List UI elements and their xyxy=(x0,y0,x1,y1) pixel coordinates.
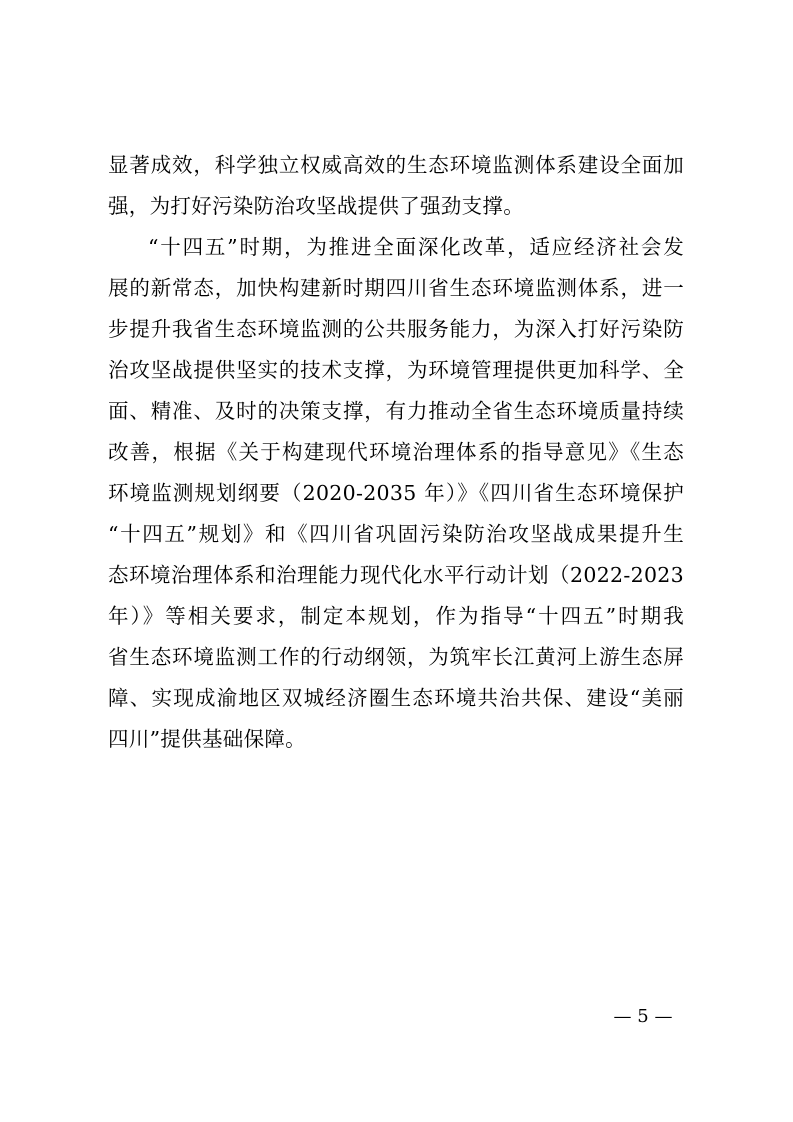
paragraph-2-line-6: 改善，根据《关于构建现代环境治理体系的指导意见》《生态 xyxy=(108,440,684,464)
paragraph-2-line-4: 治攻坚战提供坚实的技术支撑，为环境管理提供更加科学、全 xyxy=(108,358,684,382)
paragraph-2-line-10: 年）》等相关要求，制定本规划，作为指导“十四五”时期我 xyxy=(108,604,684,628)
paragraph-1-line-2: 强，为打好污染防治攻坚战提供了强劲支撑。 xyxy=(108,194,524,218)
paragraph-2-line-2: 展的新常态，加快构建新时期四川省生态环境监测体系，进一 xyxy=(108,276,684,300)
paragraph-2-line-1: “十四五”时期，为推进全面深化改革，适应经济社会发 xyxy=(148,235,684,259)
paragraph-2-line-9: 态环境治理体系和治理能力现代化水平行动计划（2022-2023 xyxy=(108,563,684,587)
paragraph-2-line-12: 障、实现成渝地区双城经济圈生态环境共治共保、建设“美丽 xyxy=(108,686,684,710)
paragraph-1-line-1: 显著成效，科学独立权威高效的生态环境监测体系建设全面加 xyxy=(108,153,684,177)
paragraph-2-line-3: 步提升我省生态环境监测的公共服务能力，为深入打好污染防 xyxy=(108,317,684,341)
paragraph-2-line-5: 面、精准、及时的决策支撑，有力推动全省生态环境质量持续 xyxy=(108,399,684,423)
paragraph-2-line-11: 省生态环境监测工作的行动纲领，为筑牢长江黄河上游生态屏 xyxy=(108,645,684,669)
paragraph-2-line-7: 环境监测规划纲要（2020-2035 年）》《四川省生态环境保护 xyxy=(108,481,684,505)
paragraph-2-line-8: “十四五”规划》和《四川省巩固污染防治攻坚战成果提升生 xyxy=(108,522,684,546)
paragraph-2-line-13: 四川”提供基础保障。 xyxy=(108,727,306,751)
page-number: — 5 — xyxy=(613,1006,673,1027)
